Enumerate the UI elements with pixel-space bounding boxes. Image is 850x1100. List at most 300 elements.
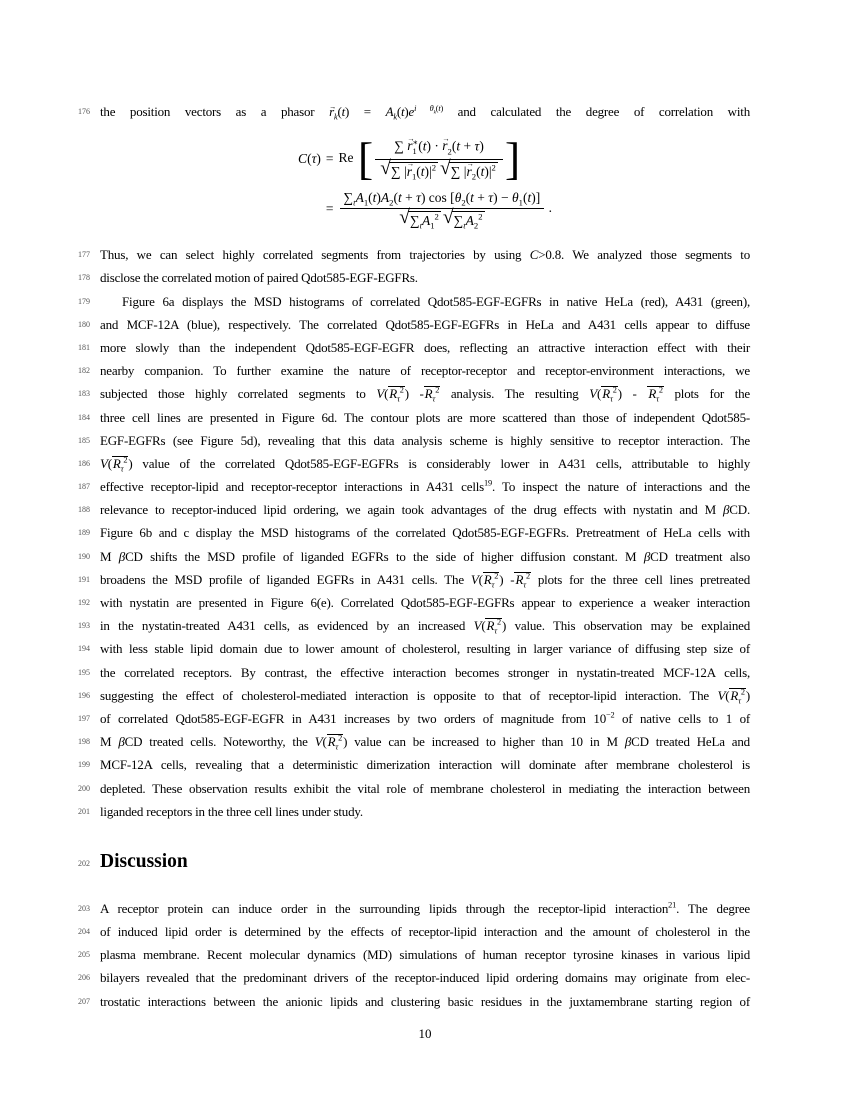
math-token: t [400, 104, 405, 119]
line-number: 207 [78, 996, 90, 1006]
text-run: effective receptor-lipid and receptor-receptor interactions in A431 cells [100, 479, 485, 495]
math-token: β [624, 734, 632, 750]
text-run: ( [451, 138, 457, 154]
math-token: 1 [411, 171, 417, 182]
line-number: 189 [78, 528, 90, 538]
line-text [100, 568, 750, 591]
math-token [483, 571, 500, 590]
line-text [100, 990, 750, 1013]
math-token [388, 385, 405, 404]
math-token [112, 455, 129, 474]
math-token: t [480, 163, 485, 179]
text-run: ) [745, 687, 750, 703]
math-token: 2 [389, 197, 394, 208]
math-token: R [483, 571, 492, 587]
math-token: 2 [447, 145, 452, 156]
line-text [100, 266, 750, 289]
math-token: β [643, 548, 651, 564]
equation-lhs [298, 185, 321, 234]
line-number: 191 [78, 574, 90, 584]
text-line [78, 966, 750, 989]
line-number: 206 [78, 973, 90, 983]
text-run: ) [617, 386, 622, 402]
section-heading-text: Discussion [100, 850, 188, 872]
page-number: 10 [418, 1026, 432, 1041]
math-token: R [730, 687, 739, 703]
text-run: bilayers revealed that the predominant drivers of the receptor-induced lipid ordering domains may originate from elec- [100, 970, 750, 986]
text-run: . The degree [676, 900, 750, 916]
math-token: τ [311, 150, 317, 166]
text-line [78, 753, 750, 776]
math-token: k [393, 112, 397, 122]
line-number: 202 [78, 858, 90, 868]
sup-sub-stack: ∗ 1 [412, 137, 419, 157]
line-number: 184 [78, 412, 90, 422]
line-text [100, 100, 750, 123]
text-run: ) [316, 150, 321, 166]
square-root: √∑ |→ $r_1(t)|^2$ [380, 162, 438, 180]
text-line [78, 661, 750, 684]
math-token [327, 733, 344, 752]
text-run: M [100, 734, 119, 750]
text-run: plasma membrane. Recent molecular dynamics (MD) simulations of human receptor tyrosine kinases in various lipid [100, 947, 750, 963]
text-run: ( [107, 455, 112, 471]
text-run: M [100, 548, 119, 564]
fraction [340, 190, 545, 229]
text-line [78, 990, 750, 1013]
line-text [100, 637, 750, 660]
text-run: ( [418, 138, 423, 154]
text-run: ∑ [409, 212, 420, 228]
text-run: ) [128, 455, 133, 471]
math-token: τ [474, 138, 480, 154]
line-text [100, 336, 750, 359]
text-run: CD shifts the MSD profile of liganded EGFRs to the side of higher diffusion constant. M [125, 548, 644, 564]
math-token: t [372, 189, 377, 205]
text-run: >0.8. We analyzed those segments to [538, 247, 750, 263]
text-run: and MCF-12A (blue), respectively. The correlated Qdot585-EGF-EGFRs in HeLa and A431 cells appear to diffuse [100, 316, 750, 332]
text-line [78, 382, 750, 405]
math-token: β [118, 734, 125, 750]
math-token: k [433, 109, 436, 116]
text-line [78, 359, 750, 382]
math-token: C [298, 150, 308, 166]
text-run: CD treated HeLa and [631, 734, 750, 750]
math-token: t [419, 220, 422, 231]
text-run: )| [424, 163, 432, 179]
text-run: ) [404, 104, 409, 119]
math-token: 2 [658, 385, 663, 395]
math-token: A [380, 189, 390, 205]
text-run: ∑ [453, 212, 464, 228]
math-token: R [648, 386, 657, 402]
math-token: 2 [338, 733, 343, 743]
text-run: ) cos [ [420, 189, 455, 205]
line-number: 187 [78, 482, 90, 492]
math-token: → r [329, 100, 334, 123]
line-text [100, 753, 750, 776]
text-run: ( [465, 189, 471, 205]
text-run: plots for the three cell lines pretreated [530, 571, 751, 587]
math-expression [589, 385, 622, 404]
text-run: more slowly than the independent Qdot585-EGF-EGFR does, reflecting an attractive interaction effect with their [100, 339, 750, 355]
display-equation [100, 123, 750, 243]
line-text [100, 897, 750, 920]
math-token: V [470, 571, 479, 587]
line-number: 186 [78, 458, 90, 468]
text-run: ( [725, 687, 730, 703]
math-expression [514, 571, 531, 590]
text-run: ( [396, 104, 401, 119]
line-number: 185 [78, 435, 90, 445]
line-text [100, 406, 750, 429]
math-token: V [100, 455, 108, 471]
line-number: 193 [78, 621, 90, 631]
math-token: R [486, 618, 495, 634]
math-token: A [355, 189, 364, 205]
text-line [78, 943, 750, 966]
line-text [100, 243, 750, 266]
equation-lhs [298, 133, 321, 185]
line-number: 180 [78, 319, 90, 329]
math-expression [424, 385, 441, 404]
line-number: 181 [78, 342, 90, 352]
math-token: t [341, 104, 345, 119]
line-text [100, 966, 750, 989]
math-token: V [589, 386, 598, 402]
math-token: 2 [491, 162, 496, 173]
text-run: of native cells to 1 of [614, 710, 750, 726]
line-number: 203 [78, 903, 90, 913]
line-number: 195 [78, 667, 90, 677]
math-token: V [376, 386, 385, 402]
text-run: ∑ [394, 138, 408, 154]
math-token: R [515, 571, 524, 587]
text-run: . [545, 200, 552, 216]
math-token: V [473, 618, 482, 634]
line-number: 182 [78, 366, 90, 376]
math-token: → r [407, 138, 412, 154]
math-token [601, 385, 618, 404]
text-run: Thus, we can select highly correlated segments from trajectories by using [100, 247, 530, 263]
text-run: suggesting the effect of cholesterol-mediated interaction is opposite to that of receptor-lipid interaction. The [100, 687, 718, 703]
math-token: τ [494, 626, 497, 636]
math-token: 1 [518, 197, 523, 208]
math-token: → r [407, 164, 412, 180]
line-number: 183 [78, 389, 90, 399]
line-number: 178 [78, 273, 90, 283]
math-token: V [717, 687, 726, 703]
text-run: Re [338, 149, 357, 165]
fraction [375, 138, 503, 180]
line-text [100, 591, 750, 614]
math-token: τ [396, 394, 400, 404]
math-expression [100, 455, 133, 474]
text-run: ( [368, 189, 373, 205]
math-token: → r [467, 164, 472, 180]
math-token: τ [656, 394, 659, 404]
math-token [514, 571, 531, 590]
text-line [78, 730, 750, 753]
text-line [78, 800, 750, 823]
text-run: ∑ | [390, 163, 407, 179]
line-number: 196 [78, 690, 90, 700]
text-line [78, 498, 750, 521]
math-token: A [385, 104, 394, 119]
math-expression [717, 687, 750, 706]
math-token: t [463, 220, 466, 231]
text-run: the position vectors as a phasor [100, 104, 330, 119]
line-text [100, 545, 750, 568]
text-run: ∑ | [450, 163, 467, 179]
math-token: t [422, 138, 427, 154]
math-token: 2 [435, 385, 440, 395]
equals-sign: = [325, 150, 334, 166]
text-line [78, 521, 750, 544]
math-token [414, 103, 444, 116]
math-token [485, 617, 502, 636]
text-run: . To inspect the nature of interactions and the [491, 479, 750, 495]
math-token: t [438, 103, 441, 113]
text-run: ) [479, 138, 484, 154]
line-number: 177 [78, 250, 90, 260]
line-text [100, 359, 750, 382]
square-root: $√\sum_tA_1^2$ [399, 206, 439, 231]
text-run: CD treated cells. Noteworthy, the [124, 734, 315, 750]
text-run: subjected those highly correlated segments to [100, 386, 377, 402]
text-run: ( [393, 189, 398, 205]
math-token: R [424, 386, 433, 402]
text-run: relevance to receptor-induced lipid ordering, we again took advantages of the drug effects with nystatin and M [100, 502, 723, 518]
math-token: θ [454, 189, 462, 205]
math-token: t [397, 189, 402, 205]
math-token: τ [335, 742, 339, 752]
line-number: 204 [78, 927, 90, 937]
text-run: ( [481, 618, 486, 634]
math-expression [470, 571, 504, 590]
text-run: plots for the [663, 386, 750, 402]
math-token: A [465, 212, 474, 228]
text-run: ) [501, 618, 507, 634]
math-token: 2 [525, 571, 530, 581]
text-run: ) [343, 734, 348, 750]
text-line [78, 336, 750, 359]
math-expression [314, 733, 348, 752]
line-text [100, 382, 750, 405]
text-run: ( [597, 386, 602, 402]
text-line [78, 452, 750, 475]
text-run: in the nystatin-treated A431 cells, as evidenced by an increased [100, 618, 474, 634]
square-root: √∑ |→ $r_2(t)|^2$ [440, 162, 498, 180]
math-token: 1 [430, 220, 435, 231]
text-run: analysis. The resulting [440, 386, 590, 402]
line-number: 192 [78, 598, 90, 607]
text-run: ) [404, 386, 409, 402]
section-heading [78, 849, 750, 875]
math-token: → r [442, 138, 447, 154]
equation-rhs [339, 185, 552, 234]
math-token: 2 [740, 687, 745, 697]
math-token: t [470, 189, 474, 205]
math-token: t [353, 197, 356, 208]
text-run: disclose the correlated motion of paired Qdot585-EGF-EGFRs. [100, 270, 418, 286]
text-run: ( [476, 163, 481, 179]
text-run: ( [478, 571, 483, 587]
math-token: 2 [399, 385, 404, 395]
line-text [100, 920, 750, 943]
math-token: τ [609, 394, 613, 404]
math-token: 2 [461, 197, 466, 208]
text-run: ) [376, 189, 381, 205]
text-run: ( [322, 734, 327, 750]
math-token: 2 [478, 211, 483, 222]
text-line [78, 290, 750, 313]
text-run: ( [522, 189, 528, 205]
line-text [100, 730, 750, 753]
math-expression [376, 385, 409, 404]
line-text [100, 429, 750, 452]
text-line [78, 591, 750, 614]
math-token: t [456, 138, 461, 154]
math-token: 21 [668, 900, 677, 910]
math-token: θ [511, 189, 519, 205]
text-run: three cell lines are presented in Figure 6d. The contour plots are more scattered than those of independent Qdot585- [100, 409, 750, 425]
line-text [100, 684, 750, 707]
math-token: R [389, 386, 397, 402]
line-text [100, 498, 750, 521]
line-text [100, 614, 750, 637]
math-token: β [118, 548, 126, 564]
text-run: ( [435, 103, 439, 113]
text-run: ) = [345, 104, 386, 119]
text-line [78, 100, 750, 123]
math-token: τ [432, 394, 436, 404]
text-run: nearby companion. To further examine the nature of receptor-receptor and receptor-environment interactions, we [100, 363, 750, 379]
math-token [647, 385, 664, 404]
math-token: t [527, 189, 532, 205]
text-run: MCF-12A cells, revealing that a deterministic dimerization interaction will dominate after membrane cholesterol is [100, 757, 750, 773]
text-line [78, 429, 750, 452]
text-run: with nystatin are presented in Figure 6(e). Correlated Qdot585-EGF-EGFRs appear to experience a weaker interaction [100, 595, 750, 610]
line-text [100, 943, 750, 966]
math-token: 2 [123, 455, 128, 465]
line-number: 179 [78, 296, 90, 306]
text-run: Figure 6b and c display the MSD histograms of the correlated Qdot585-EGF-EGFRs. Pretreatment of HeLa cells with [100, 525, 750, 541]
page-content [78, 100, 751, 1013]
line-number: 199 [78, 760, 90, 770]
math-token: R [112, 455, 121, 471]
math-token: τ [491, 580, 495, 590]
text-run: ) − [493, 189, 512, 205]
text-line [78, 707, 750, 730]
text-run: ( [416, 163, 421, 179]
text-run: broadens the MSD profile of liganded EGFRs in A431 cells. The [100, 571, 471, 587]
math-token: R [327, 734, 336, 750]
line-number: 188 [78, 505, 90, 515]
math-token: 2 [497, 617, 501, 627]
text-line [78, 614, 750, 637]
text-run: A receptor protein can induce order in the surrounding lipids through the receptor-lipid interaction [100, 900, 669, 916]
text-line [78, 684, 750, 707]
line-number: 205 [78, 950, 90, 960]
text-run: liganded receptors in the three cell lines under study. [100, 803, 363, 819]
line-text [100, 313, 750, 336]
text-run: value. This observation may be explained [506, 618, 750, 634]
text-line [78, 545, 750, 568]
square-root: $√\sum_tA_2^2$ [442, 206, 483, 231]
text-line [78, 777, 750, 800]
line-number: 200 [78, 783, 90, 793]
text-line [78, 475, 750, 498]
math-token: t [420, 163, 425, 179]
text-run: with less stable lipid domain due to lower amount of cholesterol, resulting in larger variance of diffusing step size of [100, 641, 750, 657]
text-run: Figure 6a displays the MSD histograms of correlated Qdot585-EGF-EGFRs in native HeLa (red), A431 (green), [122, 293, 750, 309]
text-run: value can be increased to higher than 10 in M [347, 734, 625, 750]
math-token: β [723, 502, 730, 518]
text-run: depleted. These observation results exhibit the vital role of membrane cholesterol in mediating the interaction between [100, 780, 750, 796]
line-number: 197 [78, 713, 90, 723]
text-run: - [503, 571, 515, 587]
text-line [78, 897, 750, 920]
text-line [78, 266, 750, 289]
math-token: C [529, 247, 539, 263]
math-token: −2 [606, 710, 615, 720]
text-run: and calculated the degree of correlation with [443, 104, 750, 119]
text-line [78, 920, 750, 943]
text-run: ∑ [343, 189, 354, 205]
text-run: + [473, 189, 489, 205]
line-text [100, 800, 750, 823]
line-text [100, 707, 750, 730]
text-run: value of the correlated Qdot585-EGF-EGFRs is considerably lower in A431 cells, attributable to highly [132, 455, 750, 471]
math-token: τ [523, 580, 526, 590]
math-token: 2 [612, 385, 617, 395]
text-run: EGF-EGFRs (see Figure 5d), revealing that this data analysis scheme is highly sensitive to receptor interaction. The [100, 432, 750, 448]
line-text [100, 452, 750, 475]
text-line [78, 313, 750, 336]
line-text [100, 777, 750, 800]
line-text [100, 290, 750, 313]
text-run: CD. [729, 502, 750, 518]
math-token: 2 [494, 571, 499, 581]
text-run: ) [499, 571, 504, 587]
text-run: ( [307, 150, 312, 166]
line-number: 176 [78, 107, 90, 116]
math-token: e [408, 104, 415, 119]
text-line [78, 406, 750, 429]
math-expression [473, 617, 507, 636]
text-run: ) [440, 103, 444, 113]
line-text [100, 475, 750, 498]
text-run: + [460, 138, 475, 154]
line-number: 201 [78, 806, 90, 816]
text-run: )] [531, 189, 541, 205]
line-text [100, 521, 750, 544]
text-run: - [408, 386, 424, 402]
text-run: the correlated receptors. By contrast, the effective interaction becomes stronger in nystatin-treated MCF-12A cells, [100, 664, 750, 680]
math-token: V [314, 734, 323, 750]
text-line [78, 637, 750, 660]
math-token [424, 385, 441, 404]
math-token: 1 [363, 197, 369, 208]
math-token: k [333, 112, 338, 122]
text-run: ( [337, 104, 342, 119]
text-run: ( [384, 386, 389, 402]
math-token: 2 [473, 220, 479, 231]
math-token: τ [120, 464, 124, 474]
math-token: R [602, 386, 610, 402]
text-line [78, 243, 750, 266]
